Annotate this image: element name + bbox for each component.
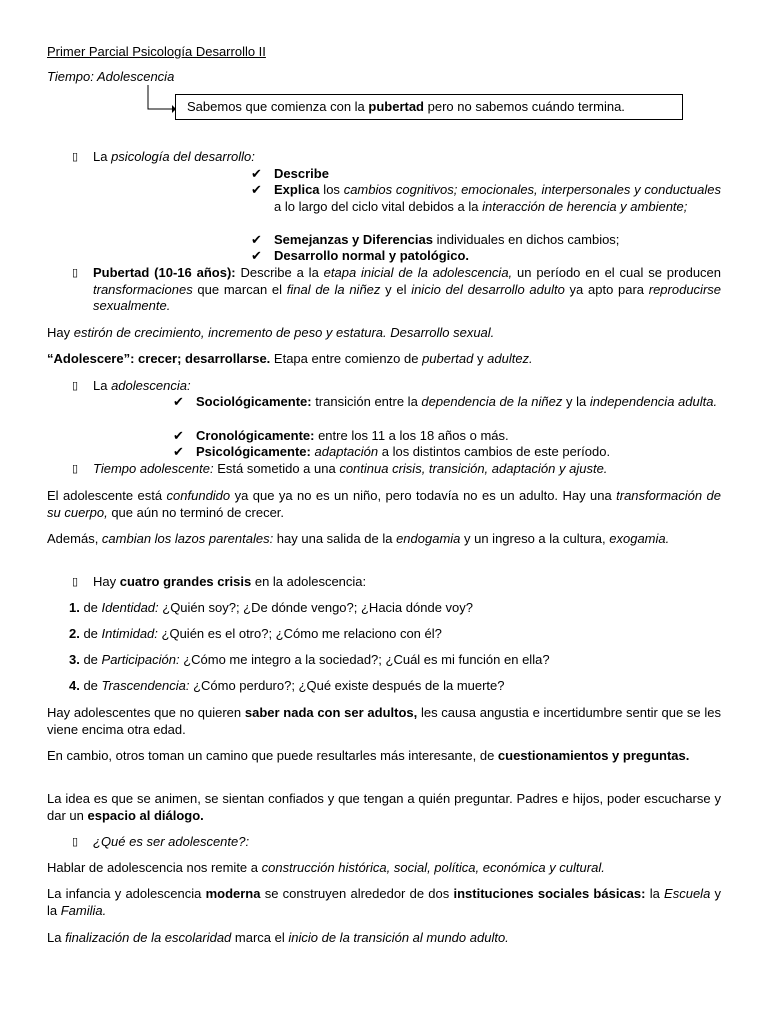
check-icon: ✔ bbox=[251, 232, 262, 247]
item-semejanzas: Semejanzas y Diferencias individuales en dichos cambios; bbox=[274, 232, 620, 247]
adolescencia-heading: La adolescencia: bbox=[93, 378, 191, 393]
definition-box: Sabemos que comienza con la pubertad pero no sabemos cuándo termina. bbox=[175, 94, 683, 120]
tiempo-heading: Tiempo: Adolescencia bbox=[47, 69, 175, 84]
check-icon: ✔ bbox=[251, 182, 262, 197]
item-psicologicamente: Psicológicamente: adaptación a los distintos cambios de este período. bbox=[196, 444, 611, 459]
crisis-item: 2. de Intimidad: ¿Quién es el otro?; ¿Cómo me relaciono con él? bbox=[69, 626, 442, 641]
cambio-paragraph: En cambio, otros toman un camino que puede resultarles más interesante, de cuestionamientos y preguntas. bbox=[47, 748, 690, 763]
adolescere-paragraph: “Adolescere”: crecer; desarrollarse. Etapa entre comienzo de pubertad y adultez. bbox=[47, 351, 533, 366]
bullet-icon: ▯ bbox=[71, 267, 79, 279]
check-icon: ✔ bbox=[173, 444, 184, 459]
item-describe: Describe bbox=[274, 166, 329, 181]
item-desarrollo-normal: Desarrollo normal y patológico. bbox=[274, 248, 470, 263]
check-icon: ✔ bbox=[251, 248, 262, 263]
bullet-icon: ▯ bbox=[71, 380, 79, 392]
no-quieren-paragraph: Hay adolescentes que no quieren saber nada con ser adultos, les causa angustia e incertidumbre sentir que se les viene encima otra edad. bbox=[47, 705, 722, 737]
hablar-paragraph: Hablar de adolescencia nos remite a construcción histórica, social, política, económica y cultural. bbox=[47, 860, 605, 875]
idea-paragraph: La idea es que se animen, se sientan confiados y que tengan a quién preguntar. Padres e hijos, poder escucharse y dar un espacio al diálogo. bbox=[47, 791, 721, 823]
document-title: Primer Parcial Psicología Desarrollo II bbox=[47, 44, 266, 59]
item-sociologicamente: Sociológicamente: transición entre la dependencia de la niñez y la independencia adulta. bbox=[196, 394, 718, 409]
item-explica: Explica los cambios cognitivos; emocionales, interpersonales y conductuales a lo largo del ciclo vital debidos a la interacción de herencia y ambiente; bbox=[274, 182, 722, 214]
estiron-paragraph: Hay estirón de crecimiento, incremento de peso y estatura. Desarrollo sexual. bbox=[47, 325, 495, 340]
crisis-item: 4. de Trascendencia: ¿Cómo perduro?; ¿Qué existe después de la muerte? bbox=[69, 678, 505, 693]
infancia-paragraph: La infancia y adolescencia moderna se construyen alrededor de dos instituciones sociales básicas: la Escuela y la Familia. bbox=[47, 886, 722, 918]
pubertad-paragraph: Pubertad (10-16 años): Describe a la etapa inicial de la adolescencia, un período en el cual se producen transformaciones que marcan el final de la niñez y el inicio del desarrollo adulto ya apto para reproducirse sexualmente. bbox=[93, 265, 722, 313]
tiempo-adolescente: Tiempo adolescente: Está sometido a una continua crisis, transición, adaptación y ajuste. bbox=[93, 461, 608, 476]
lazos-paragraph: Además, cambian los lazos parentales: hay una salida de la endogamia y un ingreso a la cultura, exogamia. bbox=[47, 531, 670, 546]
psicologia-heading: La psicología del desarrollo: bbox=[93, 149, 255, 164]
bullet-icon: ▯ bbox=[71, 576, 79, 588]
check-icon: ✔ bbox=[173, 428, 184, 443]
bullet-icon: ▯ bbox=[71, 836, 79, 848]
check-icon: ✔ bbox=[173, 394, 184, 409]
check-icon: ✔ bbox=[251, 166, 262, 181]
item-cronologicamente: Cronológicamente: entre los 11 a los 18 años o más. bbox=[196, 428, 509, 443]
crisis-heading: Hay cuatro grandes crisis en la adolescencia: bbox=[93, 574, 367, 589]
bullet-icon: ▯ bbox=[71, 463, 79, 475]
crisis-item: 1. de Identidad: ¿Quién soy?; ¿De dónde vengo?; ¿Hacia dónde voy? bbox=[69, 600, 473, 615]
confundido-paragraph: El adolescente está confundido ya que ya no es un niño, pero todavía no es un adulto. Hay una transformación de su cuerpo, que aún no terminó de crecer. bbox=[47, 488, 721, 520]
bullet-icon: ▯ bbox=[71, 151, 79, 163]
crisis-item: 3. de Participación: ¿Cómo me integro a la sociedad?; ¿Cuál es mi función en ella? bbox=[69, 652, 550, 667]
final-paragraph: La finalización de la escolaridad marca el inicio de la transición al mundo adulto. bbox=[47, 930, 509, 945]
que-es-heading: ¿Qué es ser adolescente?: bbox=[93, 834, 250, 849]
arrow-icon bbox=[147, 84, 177, 114]
